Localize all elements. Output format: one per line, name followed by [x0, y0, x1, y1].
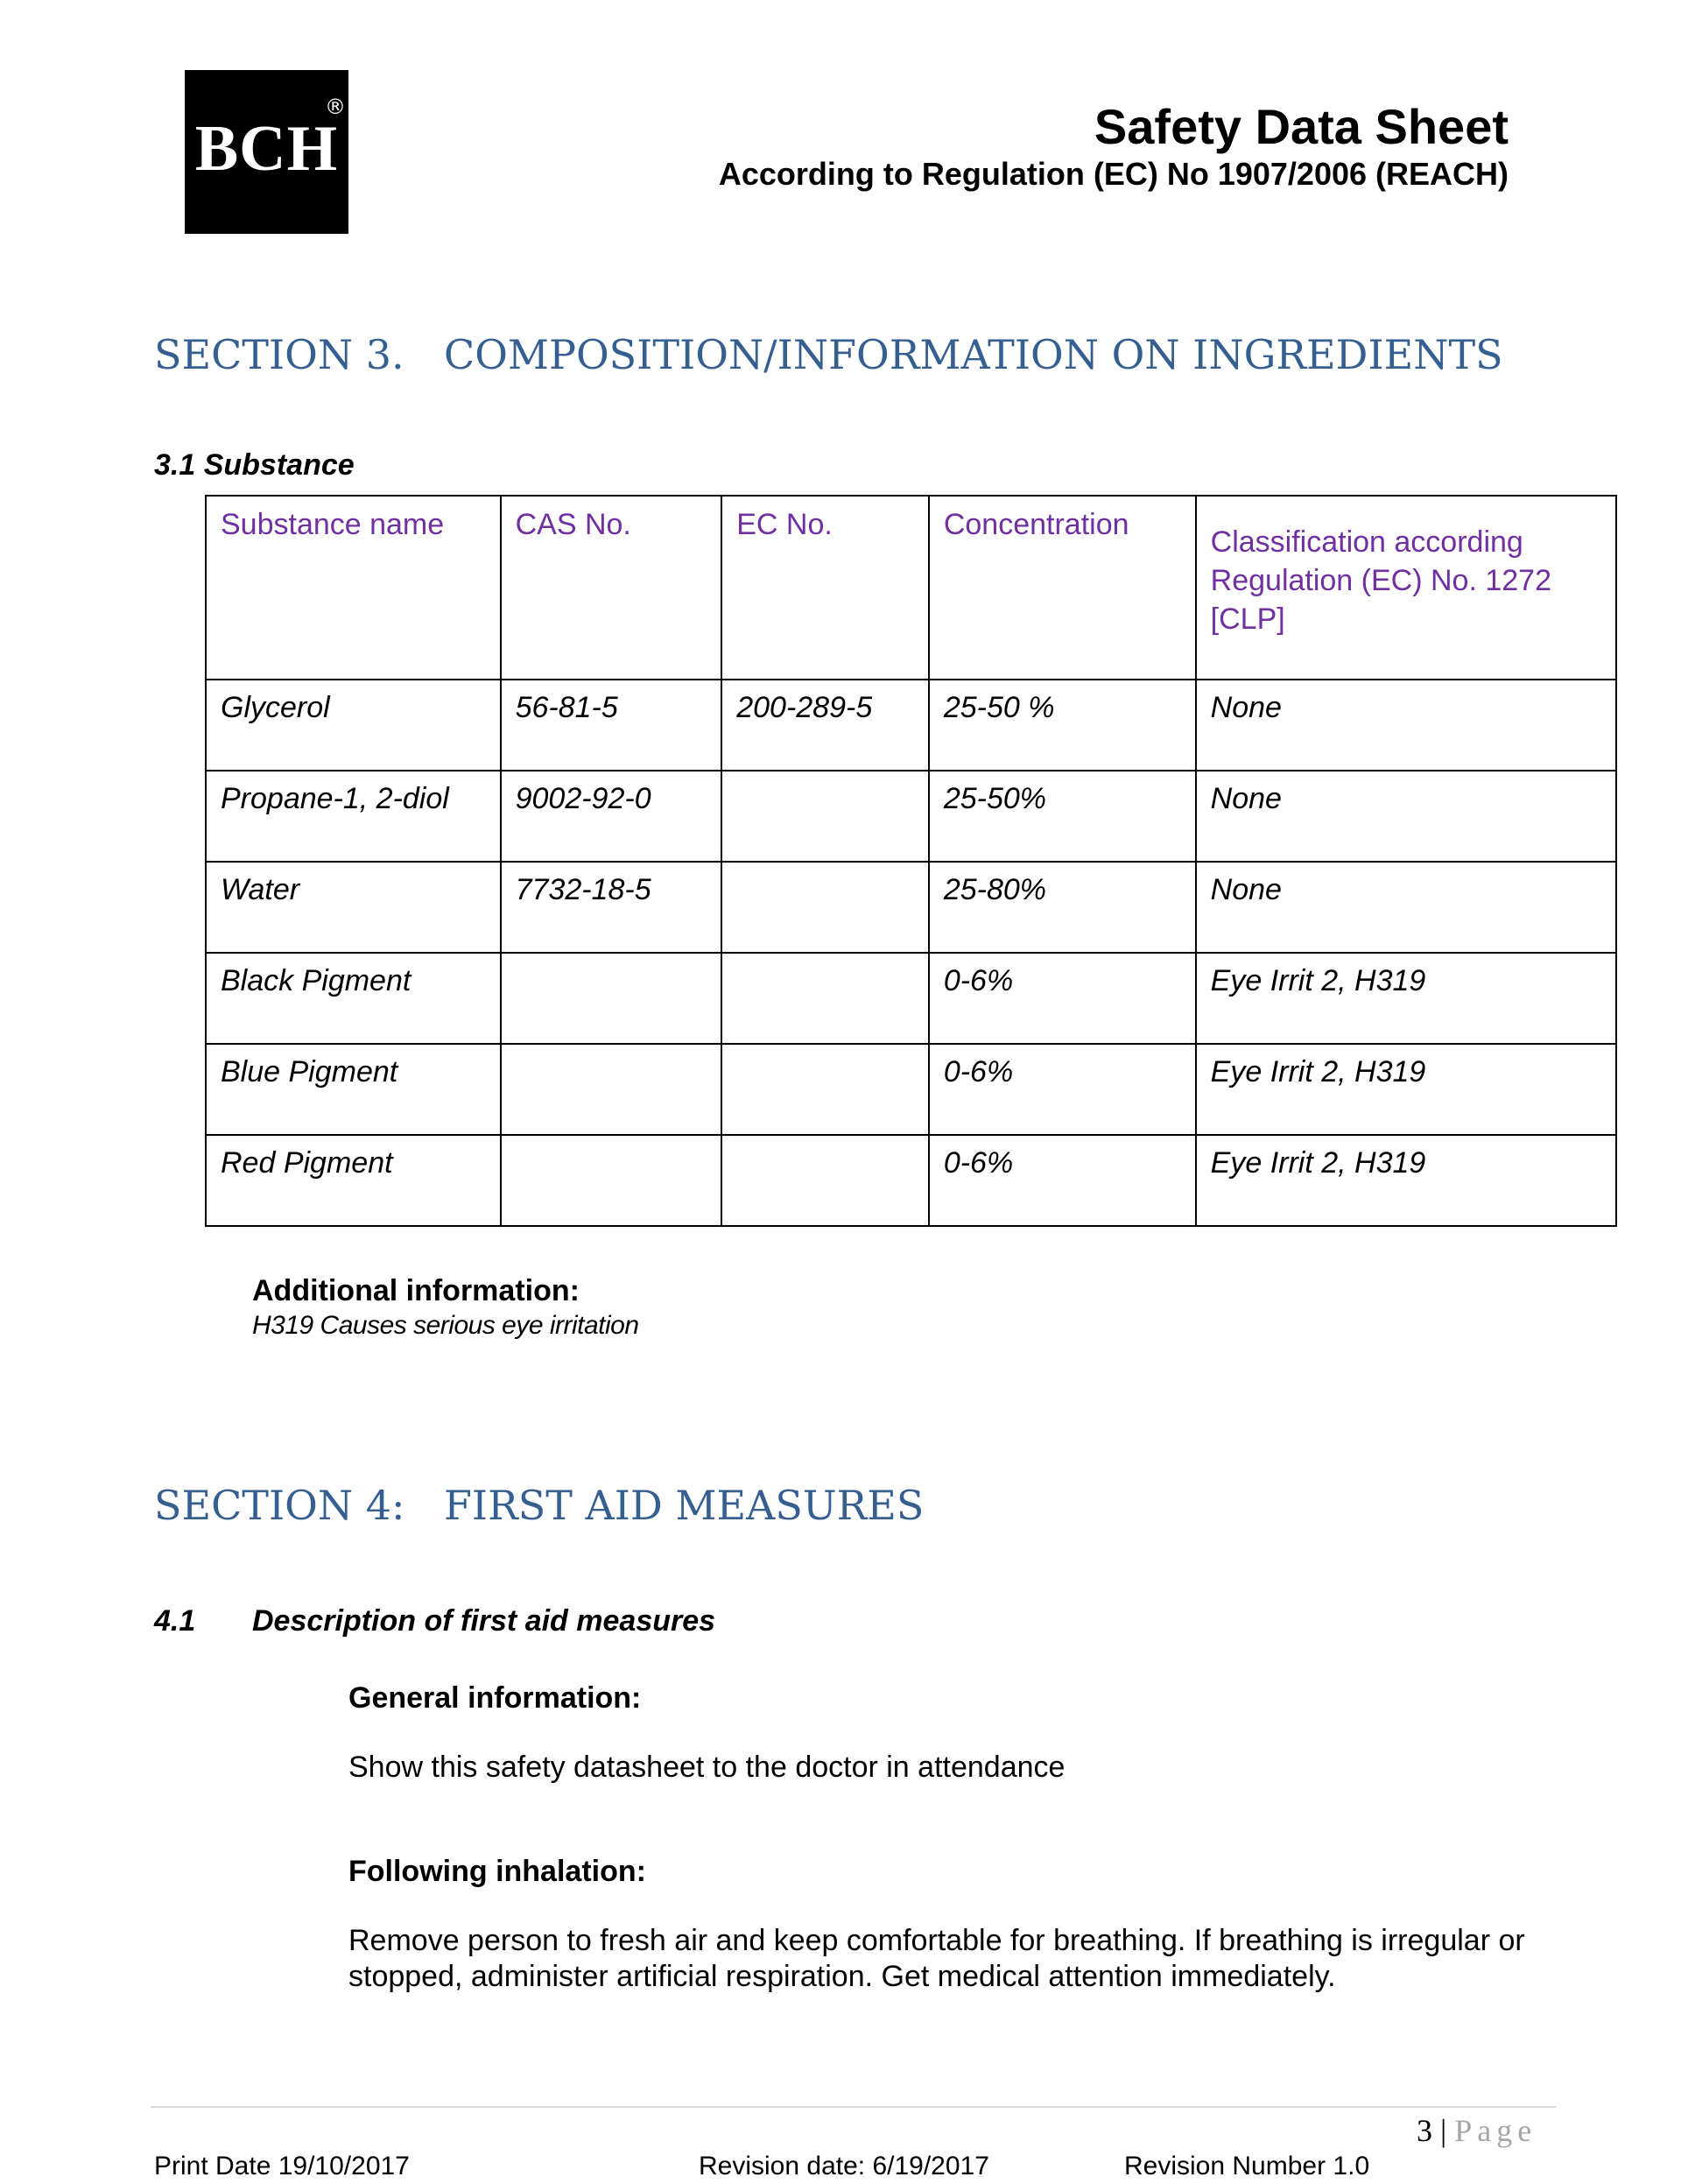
additional-info-text: H319 Causes serious eye irritation [252, 1311, 639, 1340]
page-word: Page [1454, 2113, 1537, 2148]
cell-concentration: 0-6% [929, 1044, 1196, 1135]
cell-concentration: 0-6% [929, 953, 1196, 1044]
cell-cas [501, 1135, 722, 1226]
cell-substance: Red Pigment [206, 1135, 501, 1226]
document-subtitle: According to Regulation (EC) No 1907/2006 (REACH) [718, 156, 1509, 192]
revision-number: Revision Number 1.0 [1124, 2152, 1370, 2180]
page-number-separator: | [1440, 2113, 1447, 2148]
header-classification: Classification according Regulation (EC) No. 1272 [CLP] [1196, 496, 1616, 680]
cell-classification: Eye Irrit 2, H319 [1196, 953, 1616, 1044]
cell-classification: None [1196, 680, 1616, 771]
subsection-3-1-title: 3.1 Substance [154, 448, 355, 482]
document-title: Safety Data Sheet [1094, 99, 1509, 154]
cell-ec [721, 953, 929, 1044]
header-cas-no: CAS No. [501, 496, 722, 680]
cell-concentration: 25-80% [929, 862, 1196, 953]
table-row [206, 953, 1616, 1044]
table-header-row [206, 496, 1616, 680]
cell-cas [501, 953, 722, 1044]
table-row [206, 1044, 1616, 1135]
cell-concentration: 0-6% [929, 1135, 1196, 1226]
table-row [206, 862, 1616, 953]
logo-text: BCH [194, 113, 339, 185]
print-date: Print Date 19/10/2017 [154, 2152, 410, 2180]
cell-substance: Propane-1, 2-diol [206, 771, 501, 862]
page-number-value: 3 [1417, 2113, 1432, 2148]
section-3-number: SECTION 3. [154, 331, 404, 378]
cell-ec [721, 771, 929, 862]
cell-ec [721, 862, 929, 953]
section-4-number: SECTION 4: [154, 1482, 405, 1529]
table-row [206, 680, 1616, 771]
general-info-label: General information: [348, 1681, 642, 1715]
table-row [206, 771, 1616, 862]
page-number [1417, 2112, 1537, 2149]
header-ec-no: EC No. [721, 496, 929, 680]
revision-date: Revision date: 6/19/2017 [699, 2152, 989, 2180]
cell-classification: Eye Irrit 2, H319 [1196, 1135, 1616, 1226]
cell-concentration: 25-50 % [929, 680, 1196, 771]
inhalation-label: Following inhalation: [348, 1855, 646, 1888]
section-4-title: FIRST AID MEASURES [444, 1482, 925, 1529]
cell-substance: Blue Pigment [206, 1044, 501, 1135]
cell-cas: 7732-18-5 [501, 862, 722, 953]
cell-cas [501, 1044, 722, 1135]
cell-classification: Eye Irrit 2, H319 [1196, 1044, 1616, 1135]
cell-ec [721, 1135, 929, 1226]
cell-substance: Water [206, 862, 501, 953]
cell-classification: None [1196, 771, 1616, 862]
table-row [206, 1135, 1616, 1226]
bch-logo [185, 70, 348, 234]
cell-substance: Glycerol [206, 680, 501, 771]
footer-divider [151, 2106, 1556, 2108]
cell-ec [721, 1044, 929, 1135]
additional-info-label: Additional information: [252, 1274, 580, 1307]
subsection-4-1-number: 4.1 [154, 1604, 196, 1638]
cell-ec: 200-289-5 [721, 680, 929, 771]
header-substance-name: Substance name [206, 496, 501, 680]
header-concentration: Concentration [929, 496, 1196, 680]
cell-substance: Black Pigment [206, 953, 501, 1044]
subsection-4-1-title: Description of first aid measures [252, 1604, 716, 1638]
cell-cas: 56-81-5 [501, 680, 722, 771]
cell-cas: 9002-92-0 [501, 771, 722, 862]
composition-table [205, 495, 1617, 1227]
section-3-title: COMPOSITION/INFORMATION ON INGREDIENTS [444, 331, 1503, 378]
cell-concentration: 25-50% [929, 771, 1196, 862]
registered-mark: ® [325, 95, 346, 119]
inhalation-text: Remove person to fresh air and keep comfortable for breathing. If breathing is irregular or stopped, administer artificial respiration. Get medical attention immediately. [348, 1924, 1525, 1993]
cell-classification: None [1196, 862, 1616, 953]
general-info-text: Show this safety datasheet to the doctor in attendance [348, 1751, 1066, 1784]
